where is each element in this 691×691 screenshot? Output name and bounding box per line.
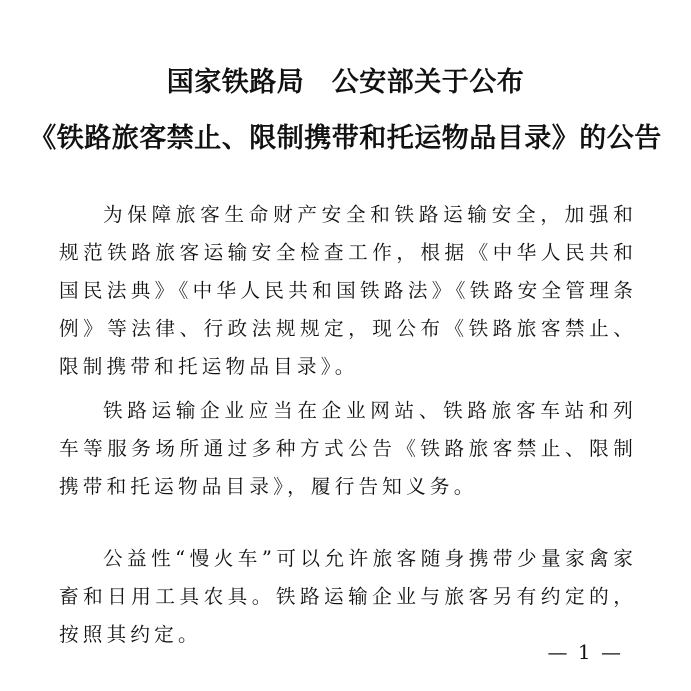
paragraph-2: 铁路运输企业应当在企业网站、铁路旅客车站和列车等服务场所通过多种方式公告《铁路旅客禁止、限制携带和托运物品目录》，履行告知义务。 <box>59 399 637 498</box>
paragraph-1: 为保障旅客生命财产安全和铁路运输安全，加强和规范铁路旅客运输安全检查工作，根据《中华人民共和国民法典》《中华人民共和国铁路法》《铁路安全管理条例》等法律、行政法规规定，现公布《铁路旅客禁止、限制携带和托运物品目录》。 <box>59 203 637 378</box>
paragraph-3: 公益性“慢火车”可以允许旅客随身携带少量家禽家畜和日用工具农具。铁路运输企业与旅客另有约定的，按照其约定。 <box>59 547 637 646</box>
page-number: — 1 — <box>547 640 623 664</box>
document-title-line-1: 国家铁路局 公安部关于公布 <box>166 67 525 98</box>
document-title-line-2: 《铁路旅客禁止、限制携带和托运物品目录》的公告 <box>29 123 662 154</box>
